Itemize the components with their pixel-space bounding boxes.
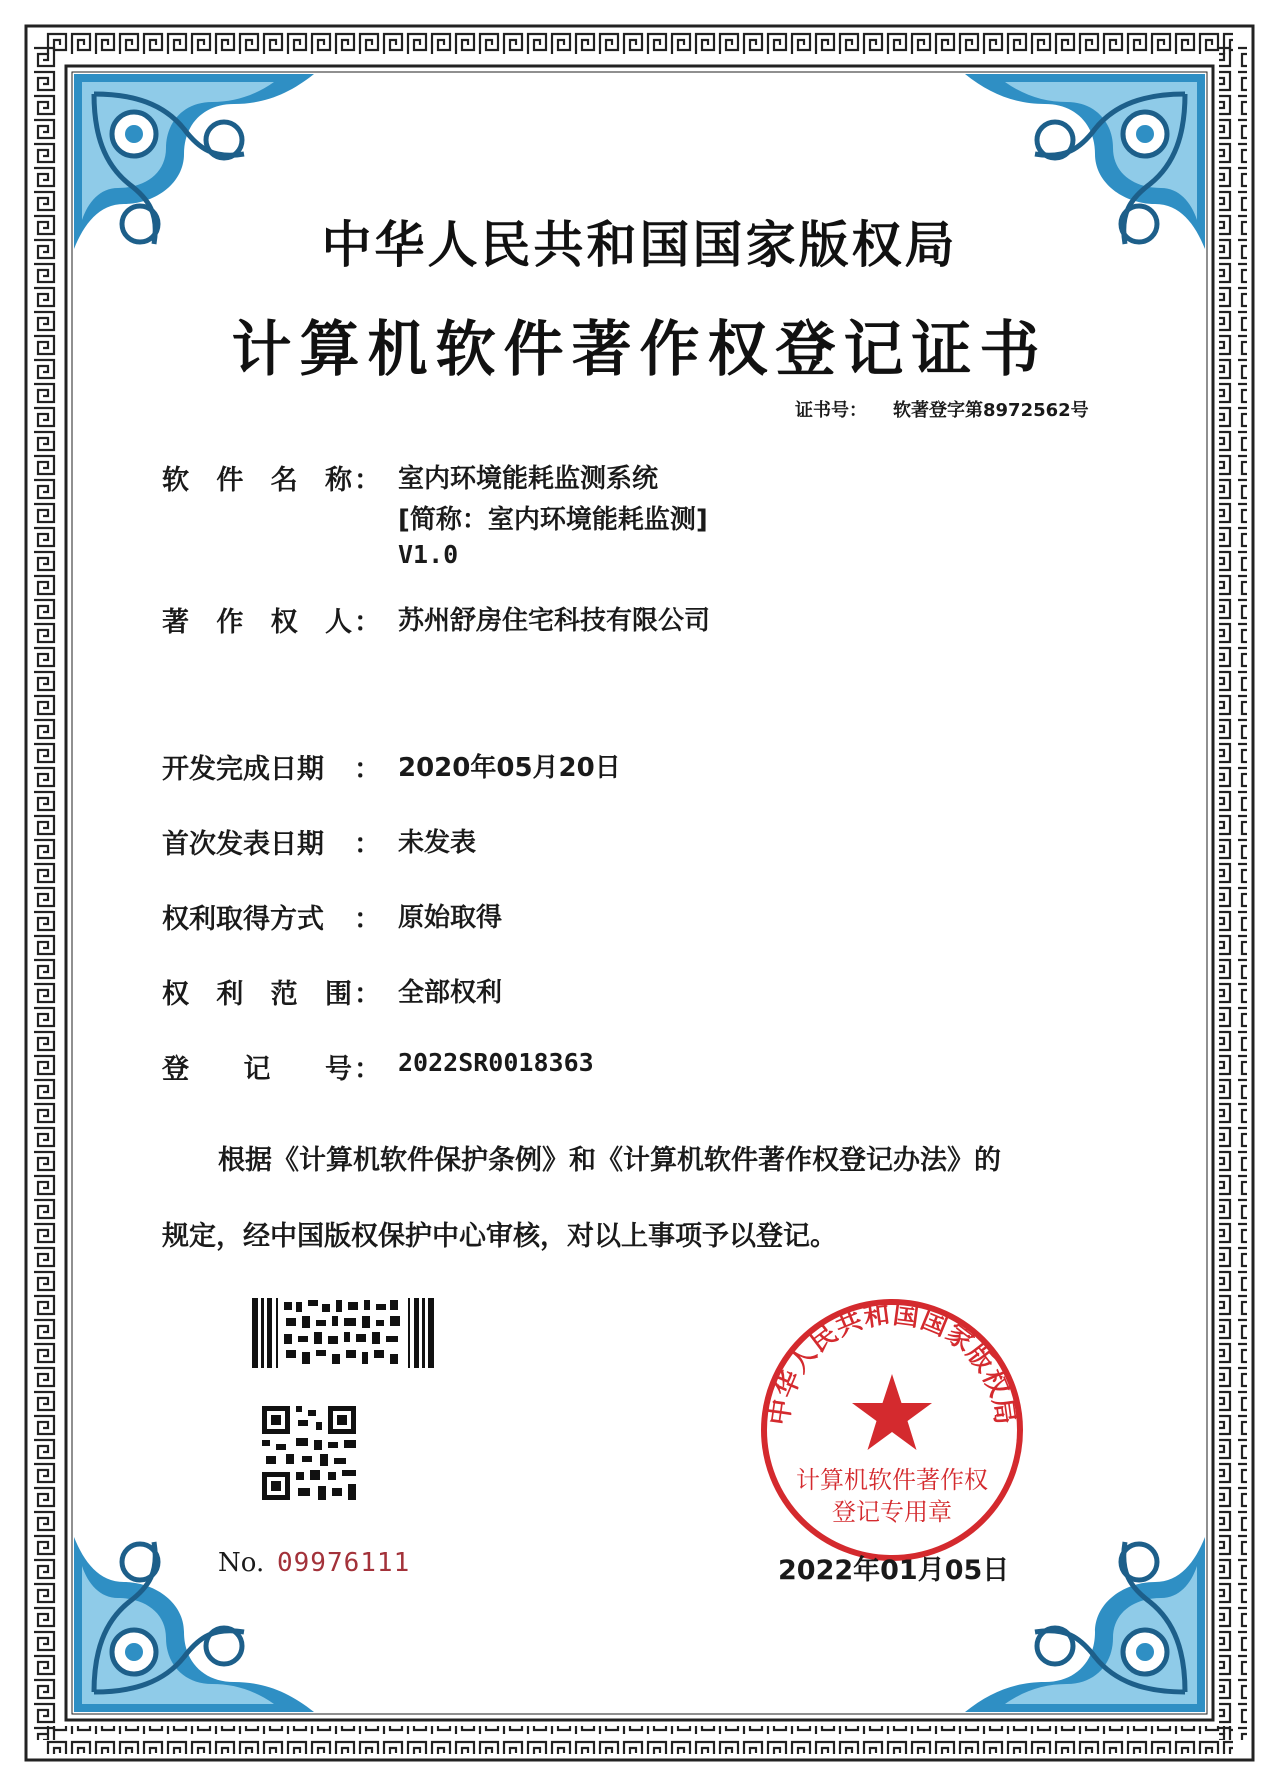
serial-number-label: No. [218,1548,265,1578]
acquisition-method-colon: ： [354,904,381,935]
certificate-number-label: 证书号： [795,400,867,421]
completion-date-colon: ： [354,754,381,785]
qr-code-image [262,1406,356,1500]
rights-scope-label: 权利范围 [162,979,352,1010]
copyright-owner-colon: ： [354,607,381,638]
statement-line-1: 根据《计算机软件保护条例》和《计算机软件著作权登记办法》的 [218,1145,1001,1176]
registration-number-label: 登记号 [162,1054,352,1085]
copyright-owner-label: 著作权人 [162,607,352,638]
rights-scope-value: 全部权利 [398,978,503,1008]
software-version: V1.0 [398,540,459,569]
certificate-title: 计算机软件著作权登记证书 [231,315,1048,385]
barcode-image [252,1298,434,1368]
first-publish-date-colon: ： [354,829,381,860]
first-publish-date-value: 未发表 [398,828,477,858]
issuing-authority: 中华人民共和国国家版权局 [321,215,958,274]
seal-center-line-1: 计算机软件著作权 [796,1466,988,1494]
acquisition-method-label: 权利取得方式 [162,904,324,935]
registration-number-colon: ： [354,1054,381,1085]
completion-date-value: 2020年05月20日 [398,753,621,783]
official-seal [758,1296,1026,1564]
certificate-number-value: 软著登字第8972562号 [893,400,1089,421]
issue-date: 2022年01月05日 [778,1555,1010,1586]
software-short-name: [简称：室内环境能耗监测] [398,505,708,535]
software-name-value: 室内环境能耗监测系统 [398,464,659,494]
software-name-colon: ： [354,465,381,496]
certificate-number [795,396,1089,422]
serial-number-value: 09976111 [277,1548,411,1578]
first-publish-date-label: 首次发表日期 [162,829,324,860]
seal-center-line-2: 登记专用章 [832,1498,952,1526]
copyright-owner-value: 苏州舒房住宅科技有限公司 [398,606,711,636]
acquisition-method-value: 原始取得 [398,903,503,933]
rights-scope-colon: ： [354,979,381,1010]
statement-line-2: 规定，经中国版权保护中心审核，对以上事项予以登记。 [162,1221,837,1252]
software-name-label: 软件名称 [162,465,352,496]
seal-ring-text: 中华人民共和国国家版权局 [764,1299,1020,1428]
seal-star-icon [852,1374,932,1450]
completion-date-label: 开发完成日期 [162,754,324,785]
registration-number-value: 2022SR0018363 [398,1048,594,1077]
